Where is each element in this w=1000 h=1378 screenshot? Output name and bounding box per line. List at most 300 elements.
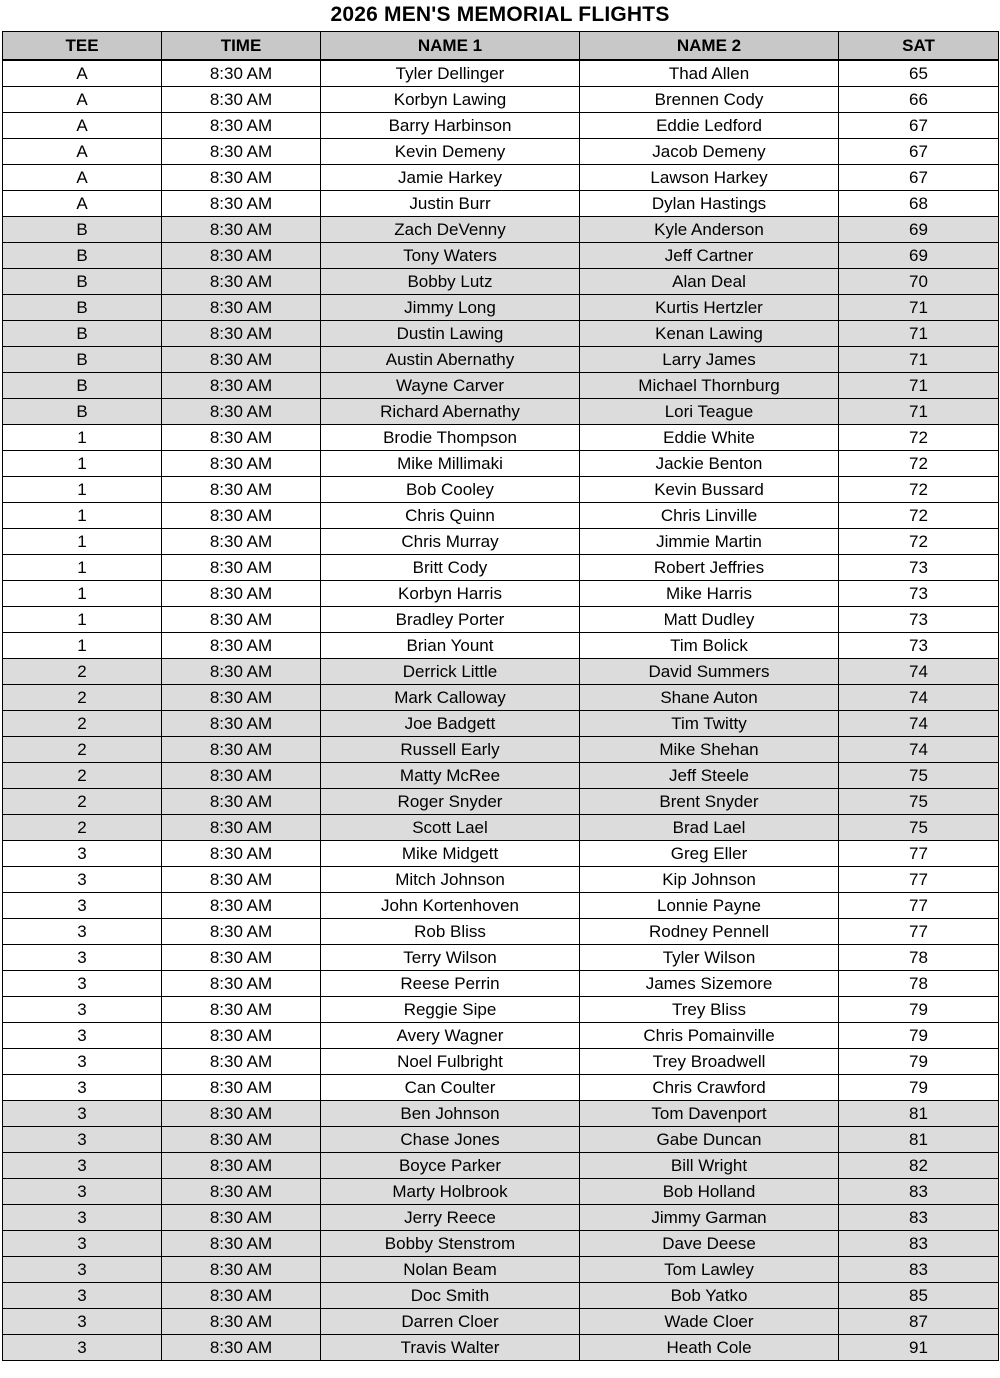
cell-name1: Mark Calloway xyxy=(321,685,580,711)
cell-name2: Heath Cole xyxy=(580,1335,839,1361)
cell-time: 8:30 AM xyxy=(162,607,321,633)
cell-name2: Chris Pomainville xyxy=(580,1023,839,1049)
cell-sat: 79 xyxy=(839,997,999,1023)
cell-name1: Ben Johnson xyxy=(321,1101,580,1127)
cell-time: 8:30 AM xyxy=(162,87,321,113)
cell-tee: 1 xyxy=(3,529,162,555)
cell-sat: 68 xyxy=(839,191,999,217)
cell-sat: 71 xyxy=(839,295,999,321)
cell-name2: Kyle Anderson xyxy=(580,217,839,243)
cell-name2: Shane Auton xyxy=(580,685,839,711)
page-title: 2026 MEN'S MEMORIAL FLIGHTS xyxy=(330,3,670,26)
cell-time: 8:30 AM xyxy=(162,217,321,243)
table-row xyxy=(3,1179,999,1205)
cell-time: 8:30 AM xyxy=(162,893,321,919)
cell-name1: Kevin Demeny xyxy=(321,139,580,165)
cell-tee: 3 xyxy=(3,867,162,893)
cell-sat: 77 xyxy=(839,867,999,893)
cell-time: 8:30 AM xyxy=(162,1309,321,1335)
cell-time: 8:30 AM xyxy=(162,1101,321,1127)
cell-name2: Dylan Hastings xyxy=(580,191,839,217)
cell-name1: Justin Burr xyxy=(321,191,580,217)
cell-sat: 72 xyxy=(839,477,999,503)
table-row xyxy=(3,607,999,633)
cell-tee: 3 xyxy=(3,997,162,1023)
cell-name1: Darren Cloer xyxy=(321,1309,580,1335)
cell-name2: Bob Holland xyxy=(580,1179,839,1205)
cell-name2: Dave Deese xyxy=(580,1231,839,1257)
table-row xyxy=(3,815,999,841)
cell-name2: Chris Linville xyxy=(580,503,839,529)
cell-tee: 3 xyxy=(3,1049,162,1075)
cell-time: 8:30 AM xyxy=(162,789,321,815)
cell-sat: 78 xyxy=(839,945,999,971)
cell-time: 8:30 AM xyxy=(162,971,321,997)
cell-time: 8:30 AM xyxy=(162,815,321,841)
cell-time: 8:30 AM xyxy=(162,399,321,425)
cell-name2: Lawson Harkey xyxy=(580,165,839,191)
cell-name1: Travis Walter xyxy=(321,1335,580,1361)
cell-sat: 73 xyxy=(839,555,999,581)
table-row xyxy=(3,1049,999,1075)
table-row xyxy=(3,295,999,321)
cell-name2: Kurtis Hertzler xyxy=(580,295,839,321)
cell-sat: 71 xyxy=(839,321,999,347)
cell-name2: Brennen Cody xyxy=(580,87,839,113)
cell-time: 8:30 AM xyxy=(162,685,321,711)
cell-time: 8:30 AM xyxy=(162,1179,321,1205)
cell-name2: Brent Snyder xyxy=(580,789,839,815)
cell-tee: 2 xyxy=(3,789,162,815)
column-header-name1: NAME 1 xyxy=(321,32,580,61)
cell-tee: B xyxy=(3,217,162,243)
cell-time: 8:30 AM xyxy=(162,243,321,269)
cell-name1: Matty McRee xyxy=(321,763,580,789)
cell-name1: John Kortenhoven xyxy=(321,893,580,919)
cell-name2: Eddie White xyxy=(580,425,839,451)
cell-sat: 81 xyxy=(839,1127,999,1153)
cell-name2: Tyler Wilson xyxy=(580,945,839,971)
cell-sat: 85 xyxy=(839,1283,999,1309)
cell-name1: Jerry Reece xyxy=(321,1205,580,1231)
cell-name2: Lonnie Payne xyxy=(580,893,839,919)
table-row xyxy=(3,1205,999,1231)
cell-name1: Roger Snyder xyxy=(321,789,580,815)
cell-time: 8:30 AM xyxy=(162,139,321,165)
cell-sat: 91 xyxy=(839,1335,999,1361)
cell-time: 8:30 AM xyxy=(162,1257,321,1283)
table-row xyxy=(3,399,999,425)
cell-time: 8:30 AM xyxy=(162,1049,321,1075)
flights-table xyxy=(2,31,999,1361)
table-row xyxy=(3,1153,999,1179)
cell-sat: 77 xyxy=(839,893,999,919)
table-row xyxy=(3,997,999,1023)
cell-tee: 3 xyxy=(3,1101,162,1127)
cell-tee: B xyxy=(3,295,162,321)
cell-name2: Chris Crawford xyxy=(580,1075,839,1101)
cell-sat: 72 xyxy=(839,503,999,529)
table-row xyxy=(3,685,999,711)
table-row xyxy=(3,711,999,737)
table-row xyxy=(3,243,999,269)
table-row xyxy=(3,217,999,243)
cell-name2: Lori Teague xyxy=(580,399,839,425)
cell-name1: Scott Lael xyxy=(321,815,580,841)
table-row xyxy=(3,1023,999,1049)
cell-sat: 74 xyxy=(839,685,999,711)
cell-sat: 70 xyxy=(839,269,999,295)
cell-tee: 2 xyxy=(3,685,162,711)
cell-name2: Jacob Demeny xyxy=(580,139,839,165)
cell-name2: David Summers xyxy=(580,659,839,685)
cell-name2: Mike Shehan xyxy=(580,737,839,763)
table-row xyxy=(3,659,999,685)
cell-time: 8:30 AM xyxy=(162,1283,321,1309)
cell-time: 8:30 AM xyxy=(162,191,321,217)
table-row xyxy=(3,1283,999,1309)
cell-time: 8:30 AM xyxy=(162,945,321,971)
cell-sat: 69 xyxy=(839,243,999,269)
cell-name2: Trey Bliss xyxy=(580,997,839,1023)
cell-time: 8:30 AM xyxy=(162,919,321,945)
cell-name2: Thad Allen xyxy=(580,60,839,87)
cell-name2: Kip Johnson xyxy=(580,867,839,893)
table-row xyxy=(3,191,999,217)
cell-name1: Mike Millimaki xyxy=(321,451,580,477)
cell-sat: 71 xyxy=(839,373,999,399)
table-row xyxy=(3,945,999,971)
cell-tee: 2 xyxy=(3,711,162,737)
cell-sat: 82 xyxy=(839,1153,999,1179)
cell-sat: 81 xyxy=(839,1101,999,1127)
cell-name2: Gabe Duncan xyxy=(580,1127,839,1153)
cell-time: 8:30 AM xyxy=(162,841,321,867)
cell-time: 8:30 AM xyxy=(162,503,321,529)
cell-time: 8:30 AM xyxy=(162,997,321,1023)
cell-name1: Mitch Johnson xyxy=(321,867,580,893)
cell-sat: 73 xyxy=(839,633,999,659)
cell-sat: 83 xyxy=(839,1257,999,1283)
cell-tee: B xyxy=(3,347,162,373)
table-row xyxy=(3,1075,999,1101)
cell-name1: Avery Wagner xyxy=(321,1023,580,1049)
cell-tee: 1 xyxy=(3,451,162,477)
cell-name1: Mike Midgett xyxy=(321,841,580,867)
cell-tee: 3 xyxy=(3,841,162,867)
cell-tee: 3 xyxy=(3,1023,162,1049)
table-row xyxy=(3,425,999,451)
cell-name2: Tom Lawley xyxy=(580,1257,839,1283)
cell-tee: 3 xyxy=(3,1309,162,1335)
cell-name1: Tony Waters xyxy=(321,243,580,269)
cell-name2: Jeff Cartner xyxy=(580,243,839,269)
cell-name2: Jimmie Martin xyxy=(580,529,839,555)
table-row xyxy=(3,581,999,607)
cell-name2: Rodney Pennell xyxy=(580,919,839,945)
cell-name1: Brian Yount xyxy=(321,633,580,659)
cell-name1: Jimmy Long xyxy=(321,295,580,321)
cell-tee: 3 xyxy=(3,919,162,945)
cell-name2: Michael Thornburg xyxy=(580,373,839,399)
cell-name2: Robert Jeffries xyxy=(580,555,839,581)
cell-tee: 3 xyxy=(3,1257,162,1283)
cell-time: 8:30 AM xyxy=(162,1153,321,1179)
table-row xyxy=(3,763,999,789)
cell-tee: 2 xyxy=(3,737,162,763)
cell-name2: Greg Eller xyxy=(580,841,839,867)
cell-time: 8:30 AM xyxy=(162,711,321,737)
cell-sat: 67 xyxy=(839,165,999,191)
cell-name2: Jackie Benton xyxy=(580,451,839,477)
column-header-name2: NAME 2 xyxy=(580,32,839,61)
cell-name2: Matt Dudley xyxy=(580,607,839,633)
table-row xyxy=(3,555,999,581)
table-row xyxy=(3,373,999,399)
cell-name1: Marty Holbrook xyxy=(321,1179,580,1205)
cell-name2: Wade Cloer xyxy=(580,1309,839,1335)
column-header-sat: SAT xyxy=(839,32,999,61)
cell-tee: B xyxy=(3,269,162,295)
table-row xyxy=(3,841,999,867)
cell-sat: 67 xyxy=(839,113,999,139)
cell-sat: 78 xyxy=(839,971,999,997)
cell-tee: 3 xyxy=(3,1153,162,1179)
cell-time: 8:30 AM xyxy=(162,373,321,399)
cell-tee: A xyxy=(3,87,162,113)
table-row xyxy=(3,451,999,477)
cell-sat: 69 xyxy=(839,217,999,243)
cell-sat: 74 xyxy=(839,737,999,763)
cell-tee: 3 xyxy=(3,1335,162,1361)
cell-tee: 3 xyxy=(3,971,162,997)
cell-time: 8:30 AM xyxy=(162,269,321,295)
table-row xyxy=(3,1257,999,1283)
cell-tee: 3 xyxy=(3,1179,162,1205)
table-row xyxy=(3,1127,999,1153)
table-row xyxy=(3,321,999,347)
cell-name1: Joe Badgett xyxy=(321,711,580,737)
cell-name1: Can Coulter xyxy=(321,1075,580,1101)
cell-sat: 83 xyxy=(839,1179,999,1205)
cell-name1: Tyler Dellinger xyxy=(321,60,580,87)
cell-sat: 87 xyxy=(839,1309,999,1335)
table-row xyxy=(3,503,999,529)
cell-sat: 72 xyxy=(839,451,999,477)
cell-name1: Austin Abernathy xyxy=(321,347,580,373)
table-row xyxy=(3,60,999,87)
cell-tee: 3 xyxy=(3,945,162,971)
cell-name1: Britt Cody xyxy=(321,555,580,581)
table-row xyxy=(3,919,999,945)
cell-name1: Chris Murray xyxy=(321,529,580,555)
cell-tee: A xyxy=(3,60,162,87)
cell-sat: 67 xyxy=(839,139,999,165)
cell-time: 8:30 AM xyxy=(162,1231,321,1257)
table-row xyxy=(3,477,999,503)
cell-name1: Dustin Lawing xyxy=(321,321,580,347)
table-row xyxy=(3,1309,999,1335)
cell-time: 8:30 AM xyxy=(162,1335,321,1361)
cell-name2: Mike Harris xyxy=(580,581,839,607)
cell-time: 8:30 AM xyxy=(162,477,321,503)
cell-name2: Bill Wright xyxy=(580,1153,839,1179)
table-row xyxy=(3,1335,999,1361)
cell-sat: 74 xyxy=(839,659,999,685)
cell-sat: 73 xyxy=(839,581,999,607)
cell-time: 8:30 AM xyxy=(162,425,321,451)
cell-tee: 3 xyxy=(3,1231,162,1257)
cell-time: 8:30 AM xyxy=(162,165,321,191)
cell-time: 8:30 AM xyxy=(162,1205,321,1231)
cell-tee: 3 xyxy=(3,1283,162,1309)
cell-name1: Reese Perrin xyxy=(321,971,580,997)
cell-sat: 77 xyxy=(839,841,999,867)
cell-time: 8:30 AM xyxy=(162,737,321,763)
cell-name1: Richard Abernathy xyxy=(321,399,580,425)
table-row xyxy=(3,893,999,919)
cell-name2: Jeff Steele xyxy=(580,763,839,789)
cell-sat: 74 xyxy=(839,711,999,737)
cell-time: 8:30 AM xyxy=(162,555,321,581)
cell-name1: Bob Cooley xyxy=(321,477,580,503)
cell-tee: 2 xyxy=(3,659,162,685)
cell-sat: 79 xyxy=(839,1075,999,1101)
cell-time: 8:30 AM xyxy=(162,867,321,893)
cell-tee: 1 xyxy=(3,607,162,633)
cell-name2: Alan Deal xyxy=(580,269,839,295)
table-row xyxy=(3,1101,999,1127)
table-row xyxy=(3,269,999,295)
cell-time: 8:30 AM xyxy=(162,295,321,321)
table-header-row xyxy=(3,32,999,61)
table-row xyxy=(3,789,999,815)
cell-name1: Derrick Little xyxy=(321,659,580,685)
cell-name1: Bobby Stenstrom xyxy=(321,1231,580,1257)
cell-name1: Boyce Parker xyxy=(321,1153,580,1179)
cell-tee: 3 xyxy=(3,893,162,919)
cell-sat: 72 xyxy=(839,425,999,451)
cell-name2: Eddie Ledford xyxy=(580,113,839,139)
cell-tee: 1 xyxy=(3,555,162,581)
table-row xyxy=(3,139,999,165)
cell-tee: 3 xyxy=(3,1205,162,1231)
cell-sat: 71 xyxy=(839,347,999,373)
cell-time: 8:30 AM xyxy=(162,347,321,373)
cell-name2: Jimmy Garman xyxy=(580,1205,839,1231)
table-row xyxy=(3,529,999,555)
cell-tee: 2 xyxy=(3,815,162,841)
cell-name1: Zach DeVenny xyxy=(321,217,580,243)
cell-time: 8:30 AM xyxy=(162,113,321,139)
cell-sat: 75 xyxy=(839,815,999,841)
cell-name2: Larry James xyxy=(580,347,839,373)
table-row xyxy=(3,113,999,139)
table-body xyxy=(3,60,999,1361)
cell-tee: B xyxy=(3,321,162,347)
cell-name2: Bob Yatko xyxy=(580,1283,839,1309)
cell-time: 8:30 AM xyxy=(162,1023,321,1049)
cell-sat: 79 xyxy=(839,1023,999,1049)
cell-time: 8:30 AM xyxy=(162,60,321,87)
cell-name2: Kevin Bussard xyxy=(580,477,839,503)
table-row xyxy=(3,971,999,997)
table-row xyxy=(3,1231,999,1257)
cell-tee: 1 xyxy=(3,581,162,607)
cell-sat: 72 xyxy=(839,529,999,555)
table-row xyxy=(3,347,999,373)
cell-sat: 66 xyxy=(839,87,999,113)
cell-time: 8:30 AM xyxy=(162,659,321,685)
cell-time: 8:30 AM xyxy=(162,321,321,347)
cell-name1: Wayne Carver xyxy=(321,373,580,399)
table-row xyxy=(3,87,999,113)
cell-name1: Terry Wilson xyxy=(321,945,580,971)
cell-tee: 1 xyxy=(3,477,162,503)
cell-name1: Rob Bliss xyxy=(321,919,580,945)
cell-sat: 83 xyxy=(839,1205,999,1231)
cell-tee: B xyxy=(3,373,162,399)
column-header-tee: TEE xyxy=(3,32,162,61)
cell-tee: 3 xyxy=(3,1127,162,1153)
cell-name1: Noel Fulbright xyxy=(321,1049,580,1075)
cell-tee: 1 xyxy=(3,425,162,451)
column-header-time: TIME xyxy=(162,32,321,61)
cell-time: 8:30 AM xyxy=(162,633,321,659)
cell-name1: Bobby Lutz xyxy=(321,269,580,295)
cell-time: 8:30 AM xyxy=(162,581,321,607)
cell-name2: Trey Broadwell xyxy=(580,1049,839,1075)
table-row xyxy=(3,633,999,659)
cell-tee: B xyxy=(3,243,162,269)
cell-name1: Korbyn Harris xyxy=(321,581,580,607)
cell-tee: 3 xyxy=(3,1075,162,1101)
cell-name1: Brodie Thompson xyxy=(321,425,580,451)
cell-tee: B xyxy=(3,399,162,425)
cell-name1: Chase Jones xyxy=(321,1127,580,1153)
cell-name1: Korbyn Lawing xyxy=(321,87,580,113)
cell-sat: 75 xyxy=(839,789,999,815)
cell-name1: Jamie Harkey xyxy=(321,165,580,191)
cell-name2: Brad Lael xyxy=(580,815,839,841)
cell-sat: 77 xyxy=(839,919,999,945)
cell-sat: 71 xyxy=(839,399,999,425)
cell-time: 8:30 AM xyxy=(162,763,321,789)
cell-sat: 79 xyxy=(839,1049,999,1075)
cell-name1: Chris Quinn xyxy=(321,503,580,529)
cell-name1: Reggie Sipe xyxy=(321,997,580,1023)
cell-time: 8:30 AM xyxy=(162,1075,321,1101)
cell-time: 8:30 AM xyxy=(162,1127,321,1153)
cell-sat: 73 xyxy=(839,607,999,633)
cell-name2: Tom Davenport xyxy=(580,1101,839,1127)
cell-tee: A xyxy=(3,113,162,139)
cell-name1: Bradley Porter xyxy=(321,607,580,633)
cell-time: 8:30 AM xyxy=(162,529,321,555)
cell-name2: Kenan Lawing xyxy=(580,321,839,347)
cell-tee: 1 xyxy=(3,503,162,529)
cell-name1: Russell Early xyxy=(321,737,580,763)
cell-sat: 83 xyxy=(839,1231,999,1257)
cell-time: 8:30 AM xyxy=(162,451,321,477)
cell-name2: James Sizemore xyxy=(580,971,839,997)
cell-tee: A xyxy=(3,139,162,165)
table-row xyxy=(3,737,999,763)
cell-name2: Tim Bolick xyxy=(580,633,839,659)
table-row xyxy=(3,165,999,191)
cell-tee: A xyxy=(3,191,162,217)
cell-name2: Tim Twitty xyxy=(580,711,839,737)
